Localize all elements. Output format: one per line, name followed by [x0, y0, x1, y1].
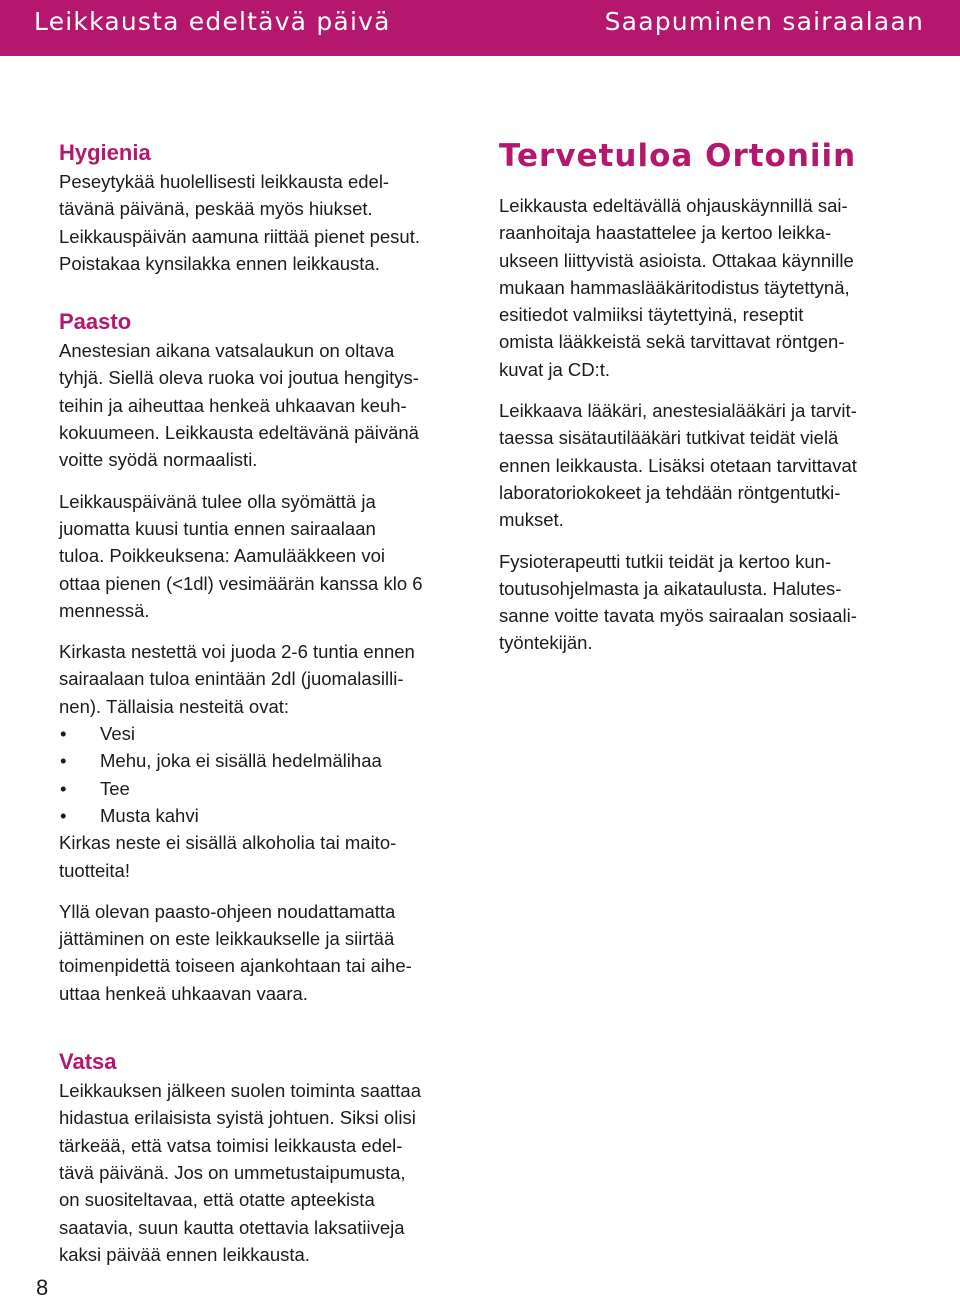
text-line: toutusohjelmasta ja aikataulusta. Halutes-	[499, 577, 842, 599]
clear-liquids-list	[59, 720, 479, 829]
text-line: hidastua erilaisista syistä johtuen. Siksi olisi	[59, 1107, 416, 1129]
text-line: laboratoriokokeet ja tehdään röntgentutki-	[499, 481, 841, 503]
text-line: Poistakaa kynsilakka ennen leikkausta.	[59, 252, 380, 274]
text-line: tärkeää, että vatsa toimisi leikkausta edel-	[59, 1134, 403, 1156]
page-header	[0, 0, 960, 56]
stomach-heading: Vatsa	[59, 1049, 117, 1075]
bullet-icon: •	[60, 750, 67, 772]
fasting-paragraph-5	[59, 898, 479, 1007]
text-line: ukseen liittyvistä asioista. Ottakaa käynnille	[499, 249, 854, 271]
page-number: 8	[36, 1275, 49, 1300]
text-line: mukset.	[499, 509, 564, 531]
list-item	[59, 775, 479, 802]
header-right-title: Saapuminen sairaalaan	[604, 7, 924, 36]
text-line: Leikkausta edeltävällä ohjauskäynnillä sai-	[499, 195, 848, 216]
text-line: Yllä olevan paasto-ohjeen noudattamatta	[59, 900, 396, 922]
text-line: taessa sisätautilääkäri tutkivat teidät vielä	[499, 427, 839, 449]
text-line: kaksi päivää ennen leikkausta.	[59, 1243, 310, 1265]
text-line: tyhjä. Siellä oleva ruoka voi joutua hengitys-	[59, 367, 419, 389]
bullet-icon: •	[60, 804, 67, 826]
text-line: uttaa henkeä uhkaavan vaara.	[59, 982, 308, 1004]
list-item-text: Tee	[100, 777, 130, 799]
text-line: Anestesian aikana vatsalaukun on oltava	[59, 340, 395, 362]
text-line: työntekijän.	[499, 632, 593, 654]
text-line: Kirkasta nestettä voi juoda 2-6 tuntia ennen	[59, 641, 415, 663]
text-line: mennessä.	[59, 599, 150, 621]
bullet-icon: •	[60, 723, 67, 745]
text-line: Leikkauksen jälkeen suolen toiminta saattaa	[59, 1080, 422, 1102]
text-line: nen). Tällaisia nesteitä ovat:	[59, 695, 290, 717]
text-line: Leikkaava lääkäri, anestesialääkäri ja tarvit-	[499, 400, 857, 422]
text-line: ennen leikkausta. Lisäksi otetaan tarvittavat	[499, 454, 857, 476]
list-item	[59, 802, 479, 829]
text-line: omista lääkkeistä sekä tarvittavat röntgen-	[499, 331, 845, 353]
stomach-paragraph	[59, 1077, 479, 1268]
text-line: juomatta kuusi tuntia ennen sairaalaan	[59, 517, 376, 539]
text-line: tävä päivänä. Jos on ummetustaipumusta,	[59, 1161, 406, 1183]
welcome-paragraph-2	[499, 397, 919, 533]
text-line: sairaalaan tuloa enintään 2dl (juomalasilli-	[59, 668, 404, 690]
text-line: saatavia, suun kautta otettavia laksatiiveja	[59, 1216, 405, 1238]
header-left-title: Leikkausta edeltävä päivä	[34, 7, 391, 36]
hygiene-paragraph	[59, 168, 479, 277]
text-line: tävänä päivänä, peskää myös hiukset.	[59, 198, 373, 220]
text-line: Peseytykää huolellisesti leikkausta edel-	[59, 171, 390, 192]
right-column	[499, 134, 919, 657]
text-line: tuloa. Poikkeuksena: Aamulääkkeen voi	[59, 545, 386, 567]
fasting-paragraph-4	[59, 829, 479, 884]
text-line: esitiedot valmiiksi täytettyinä, reseptit	[499, 304, 804, 326]
list-item	[59, 720, 479, 747]
left-column	[59, 138, 479, 1268]
text-line: Fysioterapeutti tutkii teidät ja kertoo kun-	[499, 550, 832, 572]
text-line: ottaa pienen (<1dl) vesimäärän kanssa klo 6	[59, 572, 423, 594]
text-line: Kirkas neste ei sisällä alkoholia tai maito-	[59, 832, 397, 854]
text-line: Leikkauspäivän aamuna riittää pienet pesut.	[59, 225, 420, 247]
welcome-heading: Tervetuloa Ortoniin	[499, 138, 857, 174]
text-line: kokuumeen. Leikkausta edeltävänä päivänä	[59, 422, 419, 444]
fasting-paragraph-3	[59, 638, 479, 720]
text-line: jättäminen on este leikkaukselle ja siirtää	[59, 928, 395, 950]
fasting-paragraph-1	[59, 337, 479, 473]
list-item-text: Vesi	[100, 723, 135, 745]
text-line: Leikkauspäivänä tulee olla syömättä ja	[59, 490, 376, 512]
welcome-paragraph-3	[499, 548, 919, 657]
text-line: tuotteita!	[59, 859, 130, 881]
welcome-paragraph-1	[499, 192, 919, 383]
bullet-icon: •	[60, 777, 67, 799]
hygiene-heading: Hygienia	[59, 140, 151, 165]
fasting-paragraph-2	[59, 488, 479, 624]
text-line: kuvat ja CD:t.	[499, 358, 611, 380]
text-line: mukaan hammaslääkäritodistus täytettynä,	[499, 276, 850, 298]
text-line: sanne voitte tavata myös sairaalan sosiaali-	[499, 605, 857, 627]
list-item-text: Musta kahvi	[100, 804, 199, 826]
text-line: raanhoitaja haastattelee ja kertoo leikka-	[499, 222, 832, 244]
list-item	[59, 747, 479, 774]
fasting-heading: Paasto	[59, 309, 132, 335]
text-line: on suositeltavaa, että otatte apteekista	[59, 1189, 375, 1211]
list-item-text: Mehu, joka ei sisällä hedelmälihaa	[100, 750, 382, 772]
text-line: teihin ja aiheuttaa henkeä uhkaavan keuh-	[59, 394, 407, 416]
text-line: toimenpidettä toiseen ajankohtaan tai aihe-	[59, 955, 412, 977]
text-line: voitte syödä normaalisti.	[59, 449, 258, 471]
